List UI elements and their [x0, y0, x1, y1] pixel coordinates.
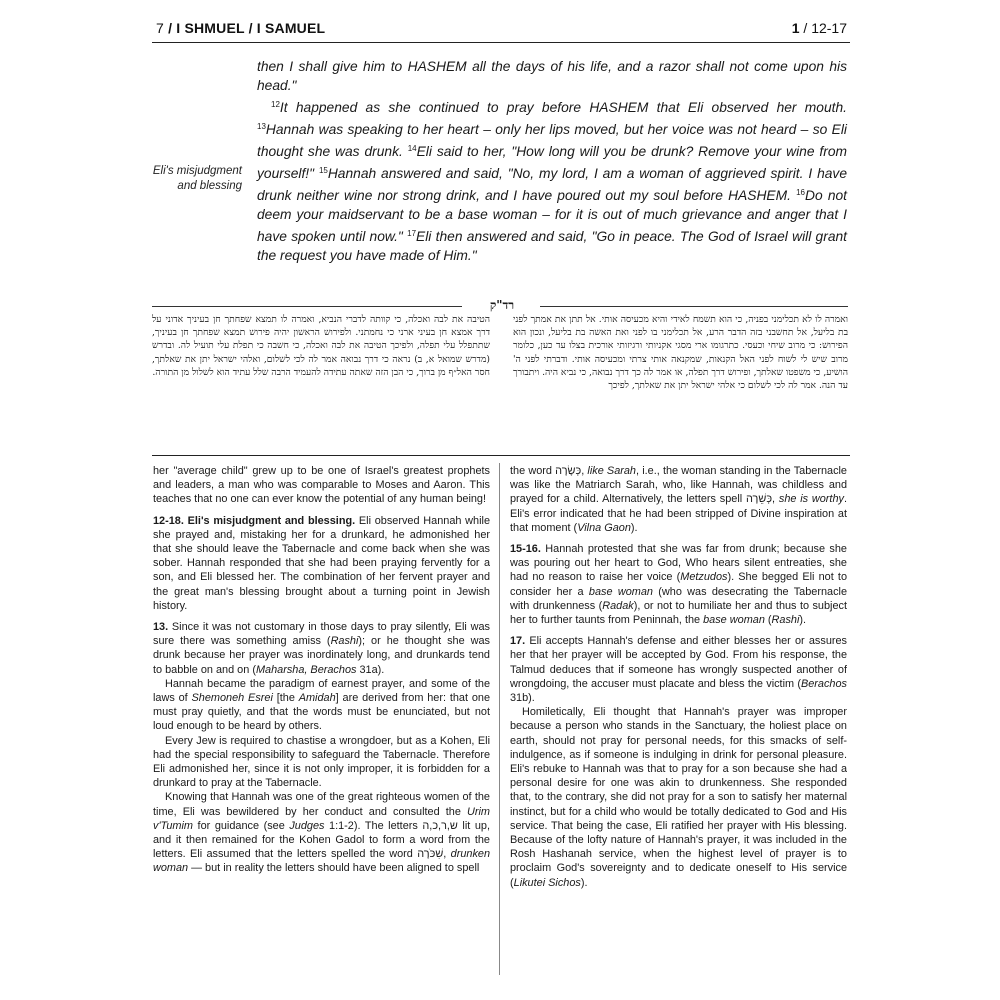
- book-title: I SHMUEL / I SAMUEL: [176, 20, 326, 36]
- commentary-paragraph: 13. Since it was not customary in those days to pray silently, Eli was sure there was something amiss (Rashi); or he thought she was drunk because her prayer was inordinately long, and drunkards tend to babble on and on (Maharsha, Berachos 31a).: [153, 621, 490, 676]
- header-rule: [152, 42, 850, 43]
- commentary-paragraph: 12-18. Eli's misjudgment and blessing. Eli observed Hannah while she prayed and, mistaking her for a drunkard, he admonished her that she should leave the Tabernacle and come back when she was sober. Hannah responded that she had been praying fervently for a son, and Eli blessed her. The combination of her fervent prayer and the great man's blessing brought about a turning point in Jewish history.: [153, 514, 490, 612]
- commentary-column-right: [510, 464, 847, 979]
- commentary-paragraph: Hannah became the paradigm of earnest prayer, and some of the laws of Shemoneh Esrei [the Amidah] are derived from her: that one must pray quietly, and that the words must be enunciated, but not loud enough to be heard by others.: [153, 677, 490, 733]
- verse-text: Hannah was speaking to her heart – only her lips moved, but her voice was not heard – so Eli thought she was drunk.: [257, 122, 847, 159]
- commentary-heading: 13.: [153, 621, 169, 634]
- commentary-paragraph: Homiletically, Eli thought that Hannah's prayer was improper because a person who stands in the Sanctuary, the holiest place on earth, should not pray for personal needs, for this smacks of self-indulgence, as if someone is indulging in drink for personal pleasure. Eli's rebuke to Hannah was that to pray for a son because she had a personal desire for one was akin to drunkenness. She responded that, to the contrary, she did not pray for a son to satisfy her maternal instinct, but for a child who would be totally dedicated to God and His service. That being the case, Eli ratified her prayer with His blessing. Because of the lofty nature of Hannah's prayer, it was included in the Rosh Hashanah service, when the highest level of prayer is to proclaim God's sovereignty and to dedicate oneself to His service (Likutei Sichos).: [510, 706, 847, 889]
- commentary-paragraph: Knowing that Hannah was one of the great righteous women of the time, Eli was bewildered by her conduct and consulted the Urim v'Tumim for guidance (see Judges 1:1-2). The letters ש,ר,כ,ה lit up, and it then remained for the Kohen Gadol to form a word from the letters. Eli assumed that the letters spelled the word שִׁכֹּרָה, drunken woman — but in reality the letters should have been aligned to spell: [153, 791, 490, 875]
- verse-number: 17: [407, 229, 417, 238]
- page-number: 7: [156, 20, 164, 36]
- running-header-right: [792, 20, 847, 36]
- verse-text: Eli said to her, "How long will you be drunk? Remove your wine from yourself!": [257, 144, 847, 181]
- verse-text: Hannah answered and said, "No, my lord, I am a woman of aggrieved spirit. I have drunk neither wine nor strong drink, and I have poured out my soul before HASHEM.: [257, 166, 847, 203]
- radak-column-right: ואמרה לו לא תכלימני בפניה, כי הוא תשמח לאידי והיא מכעיסה אותי. אל תתן את אמתך לפני בת בליעל, אל תחשבני בזה הדבר הרע, אל תכלימני בו לפני ואת האשה בת בליעל, ונכון הוא הפירוש: כי מרוב שיחי וכעסי. כתרגומו ארי מסגי אקניותי ורגיזותי אורכית בצלו עד כען, כלומר מרוב שיש לי לשוח לפני האל הקנאות, שמקנאה אותי צרתי ומכעיסה אותי. ודברתי לפני ה' הושיע, כי משפטו שאלתך, ופירוש דרך תפלה, או אמר לה כך דרך נבואה, כי נביא היה. ויתבורך עד הנה. אמר לה לכי לשלום כי אלהי ישראל יתן את שאלתך, לפיכך: [513, 314, 848, 392]
- radak-title: רד"ק: [489, 298, 515, 312]
- commentary-paragraph: 15-16. Hannah protested that she was far from drunk; because she was pouring out her heart to God, Who hears silent entreaties, she had no reason to raise her voice (Metzudos). She begged Eli not to consider her a base woman (who was desecrating the Tabernacle with drunkenness (Radak), or not to humiliate her and thus to subject her to further taunts from Peninnah, the base woman (Rashi).: [510, 543, 847, 627]
- margin-note: Eli's misjudgment and blessing: [152, 165, 242, 192]
- commentary-rule-right: [540, 306, 848, 307]
- commentary-heading: 15-16.: [510, 543, 541, 556]
- header-separator: /: [803, 20, 812, 36]
- verse-number: 15: [318, 166, 328, 175]
- translation-paragraph: [257, 95, 847, 265]
- translation-text: [257, 57, 847, 265]
- verse-number: 14: [407, 144, 417, 153]
- commentary-paragraph: the word כְּשָׂרָה, like Sarah, i.e., the woman standing in the Tabernacle was like the Matriarch Sarah, who, like Hannah, was childless and prayed for a child. Alternatively, the letters spell כְּשֵׁרָה, she is worthy. Eli's error indicated that he had been stripped of Divine inspiration at that moment (Vilna Gaon).: [510, 465, 847, 534]
- verse-range: 12-17: [811, 20, 847, 36]
- commentary-rule-left: [152, 306, 462, 307]
- commentary-heading: 17.: [510, 635, 526, 648]
- header-separator: /: [168, 20, 177, 36]
- section-rule: [152, 455, 850, 456]
- commentary-paragraph: her "average child" grew up to be one of Israel's greatest prophets and leaders, a man who was comparable to Moses and Aaron. This teaches that no one can ever know the potential of any human being!: [153, 465, 490, 506]
- column-divider: [499, 463, 500, 975]
- running-header-left: [156, 20, 325, 36]
- verse-text: It happened as she continued to pray before HASHEM that Eli observed her mouth.: [279, 100, 847, 115]
- verse-number: 12: [271, 100, 280, 109]
- commentary-paragraph: 17. Eli accepts Hannah's defense and either blesses her or assures her that her prayer will be accepted by God. From his response, the Talmud deduces that if someone has wrongly suspected another of wrongdoing, the accuser must placate and bless the victim (Berachos 31b).: [510, 635, 847, 705]
- verse-number: 13: [257, 122, 266, 131]
- commentary-paragraph: Every Jew is required to chastise a wrongdoer, but as a Kohen, Eli had the special responsibility to safeguard the Tabernacle. Therefore Eli admonished her, since it is not only improper, it is forbidden for a drunkard to pray at the Tabernacle.: [153, 734, 490, 790]
- hebrew-word: שִׁכֹּרָה: [417, 848, 444, 861]
- verse-text: Eli then answered and said, "Go in peace. The God of Israel will grant the request you have made of Him.": [257, 229, 847, 263]
- verse-text: Do not deem your maidservant to be a base woman – for it is out of much grievance and anger that I have spoken until now.": [257, 188, 847, 244]
- translation-paragraph: then I shall give him to HASHEM all the days of his life, and a razor shall not come upon his head.": [257, 59, 847, 93]
- hebrew-word: כְּשָׂרָה: [555, 465, 582, 477]
- commentary-column-left: [153, 464, 490, 979]
- chapter-number: 1: [791, 20, 800, 36]
- radak-column-left: הטיבה את לבה ואכלה, כי קוותה לדברי הנביא, ואמרה לו תמצא שפחתך חן בעיניך אדוני על דרך אמצא חן בעיני ארני כי נחמתני. ולפירוש הראשון יהיה פירוש תמצא שפחתך חן בעיניך, שתתפלל עלי תפלה, ולפיכך הטיבה את לבה ואכלה, כי חשבה כי תפלת עלי תועיל לה. ובדרש (מדרש שמואל א, ב) נראה כי דרך נבואה אמר לה לכי לשלום, ואלהי ישראל יתן את שאלתך, חסר האל״ף מן ברוך, כי הבן הזה שאתה עתידה להעמיד הרבה שלל עתיד הוא לשלול מן התורה.: [152, 314, 490, 378]
- commentary-heading: 12-18. Eli's misjudgment and blessing.: [153, 514, 356, 527]
- hebrew-word: כְּשֵׁרָה: [745, 493, 773, 506]
- verse-number: 16: [796, 188, 806, 197]
